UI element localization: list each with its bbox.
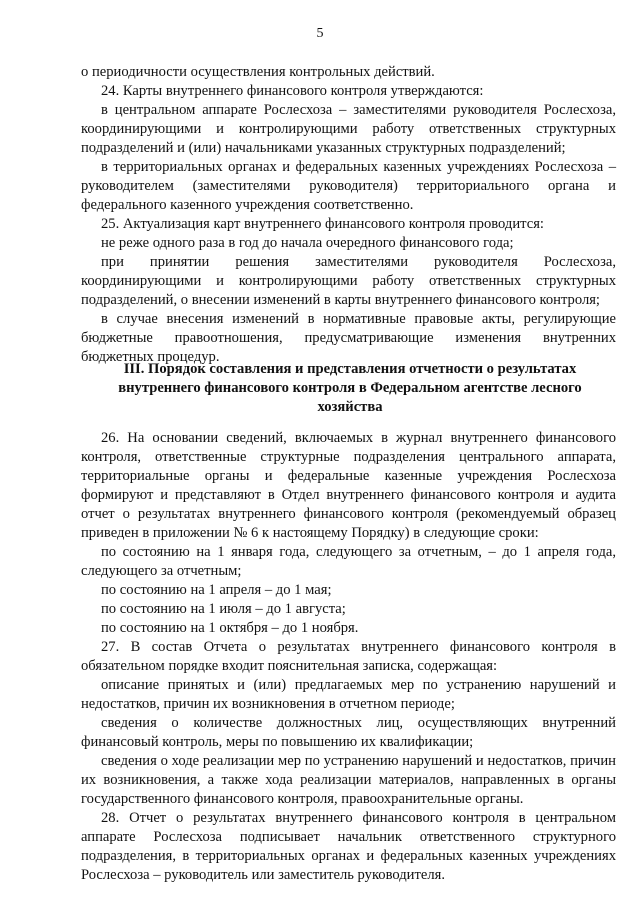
paragraph: по состоянию на 1 июля – до 1 августа;: [101, 601, 346, 617]
paragraph: описание принятых и (или) предлагаемых мер по устранению нарушений и недостатков, причин их возникновения в отчетном периоде;: [81, 677, 616, 712]
paragraph: 28. Отчет о результатах внутреннего финансового контроля в центральном аппарате Рослесхоза подписывает начальник ответственного структурного подразделения, в территориальных органах и федеральных казенных учреждениях Рослесхоза – руководитель или заместитель руководителя.: [81, 810, 616, 883]
section-text-2: [81, 429, 616, 885]
paragraph: в центральном аппарате Рослесхоза – заместителями руководителя Рослесхоза, координирующими и контролирующими работу ответственных структурных подразделений и (или) начальниками указанных структурных подразделений;: [81, 102, 616, 156]
paragraph: не реже одного раза в год до начала очередного финансового года;: [101, 235, 514, 251]
paragraph: 24. Карты внутреннего финансового контроля утверждаются:: [101, 83, 484, 99]
paragraph: сведения о ходе реализации мер по устранению нарушений и недостатков, причин их возникновения, а также хода реализации материалов, направленных в органы государственного финансового контроля, правоохранительные органы.: [81, 753, 616, 807]
section-text-1: [81, 63, 616, 367]
paragraph: при принятии решения заместителями руководителя Рослесхоза, координирующими и контролирующими работу ответственных структурных подразделений, о внесении изменений в карты внутреннего финансового контроля;: [81, 254, 616, 308]
paragraph: по состоянию на 1 октября – до 1 ноября.: [101, 620, 359, 636]
paragraph: в территориальных органах и федеральных казенных учреждениях Рослесхоза – руководителем (заместителями руководителя) территориального органа и федерального казенного учреждения соответственно.: [81, 159, 616, 213]
paragraph: по состоянию на 1 апреля – до 1 мая;: [101, 582, 332, 598]
paragraph: по состоянию на 1 января года, следующего за отчетным, – до 1 апреля года, следующего за отчетным;: [81, 544, 616, 579]
paragraph: 27. В состав Отчета о результатах внутреннего финансового контроля в обязательном порядке входит пояснительная записка, содержащая:: [81, 639, 616, 674]
section-heading: III. Порядок составления и представления отчетности о результатах внутреннего финансового контроля в Федеральном агентстве лесного хозяйства: [118, 361, 582, 415]
page-number: 5: [316, 26, 324, 41]
paragraph: в случае внесения изменений в нормативные правовые акты, регулирующие бюджетные правоотношения, предусматривающие изменения внутренних бюджетных процедур.: [81, 311, 616, 365]
paragraph: сведения о количестве должностных лиц, осуществляющих внутренний финансовый контроль, меры по повышению их квалификации;: [81, 715, 616, 750]
paragraph: о периодичности осуществления контрольных действий.: [81, 64, 435, 80]
paragraph: 26. На основании сведений, включаемых в журнал внутреннего финансового контроля, ответственные структурные подразделения центрального аппарата, территориальные органы и федеральные казенные учреждения Рослесхоза формируют и представляют в Отдел внутреннего финансового контроля и аудита отчет о результатах внутреннего финансового контроля (рекомендуемый образец приведен в приложении № 6 к настоящему Порядку) в следующие сроки:: [81, 430, 616, 541]
paragraph: 25. Актуализация карт внутреннего финансового контроля проводится:: [101, 216, 544, 232]
